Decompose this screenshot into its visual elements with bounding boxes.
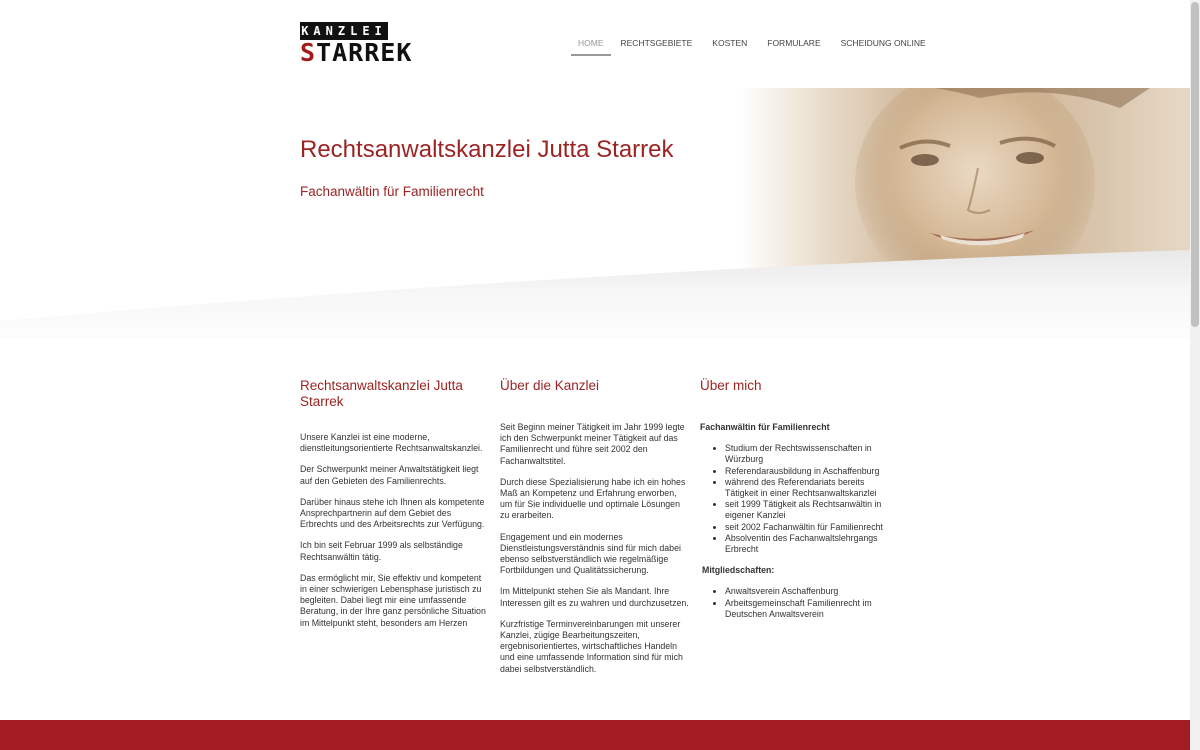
list-item: • Anwaltsverein Aschaffenburg [725,586,895,597]
nav-formulare[interactable]: FORMULARE [767,38,821,48]
hero-subtitle: Fachanwältin für Familienrecht [300,184,484,199]
logo-rest: TARREK [316,38,413,67]
column-ueber-mich-heading: Über mich [700,378,762,393]
logo-initial: S [300,38,317,67]
paragraph: Darüber hinaus stehe ich Ihnen als kompetente Ansprechpartnerin auf dem Gebiet des Erbrechts und des Arbeitsrechts zur Verfügung. [300,496,485,530]
paragraph: Das ermöglicht mir, Sie effektiv und kompetent in einer schwierigen Lebensphase juristisch zu begleiten. Dabei liegt mir eine umfassende Beratung, in der Ihre ganz persönliche Situation im Mittelpunkt steht, besonders am Herzen [300,572,486,628]
paragraph: Ich bin seit Februar 1999 als selbständige Rechtsanwältin tätig. [300,540,463,562]
paragraph: Der Schwerpunkt meiner Anwaltstätigkeit liegt auf den Gebieten des Familienrechts. [300,464,479,486]
career-list [700,443,895,555]
list-item: • während des Referendariats bereits Tätigkeit in einer Rechtsanwaltskanzlei [725,477,895,499]
memberships-list [700,586,895,620]
site-header [0,0,1190,88]
list-item: • Referendarausbildung in Aschaffenburg [725,466,895,477]
logo-top-text: KANZLEI [301,24,387,38]
scrollbar-thumb[interactable] [1191,2,1199,327]
hero-title: Rechtsanwaltskanzlei Jutta Starrek [300,136,674,163]
nav-home[interactable]: HOME [571,30,611,56]
paragraph: Engagement und ein modernes Dienstleistungsverständnis sind für mich dabei ebenso selbstverständlich wie regelmäßige Fortbildungen und Qualitätssicherung. [500,531,681,576]
column-kanzlei [300,378,490,639]
column-kanzlei-heading: Rechtsanwaltskanzlei Jutta Starrek [300,378,463,409]
column-ueber-kanzlei-heading: Über die Kanzlei [500,378,600,393]
hero-banner [0,88,1190,338]
list-item: • seit 2002 Fachanwältin für Familienrecht [725,522,895,533]
main-nav [571,30,936,56]
paragraph: Unsere Kanzlei ist eine moderne, dienstleitungsorientierte Rechtsanwaltskanzlei. [300,432,483,454]
paragraph: Durch diese Spezialisierung habe ich ein hohes Maß an Kompetenz und Erfahrung erworben, um für Sie individuelle und optimale Lösungen zu erarbeiten. [500,476,686,521]
column-ueber-kanzlei [500,378,690,685]
list-item: • seit 1999 Tätigkeit als Rechtsanwältin in eigener Kanzlei [725,499,895,521]
subheading-fachanwaeltin: Fachanwältin für Familienrecht [700,422,830,432]
nav-kosten[interactable]: KOSTEN [712,38,748,48]
list-item: • Studium der Rechtswissenschaften in Würzburg [725,443,895,465]
paragraph: Kurzfristige Terminvereinbarungen mit unserer Kanzlei, zügige Bearbeitungszeiten, ergebnisorientiertes, wirtschaftliches Handeln und eine umfassende Information sind für mich dabei selbstverständlich. [500,618,683,674]
paragraph: Seit Beginn meiner Tätigkeit im Jahr 1999 legte ich den Schwerpunkt meiner Tätigkeit auf das Familienrecht und führe seit 2002 den Fachanwaltstitel. [500,422,685,466]
logo-bottom-text [300,38,413,67]
footer-bar [0,720,1190,750]
list-item: • Absolventin des Fachanwaltslehrgangs Erbrecht [725,533,895,555]
memberships-heading: Mitgliedschaften: [702,565,775,576]
nav-rechtsgebiete[interactable]: RECHTSGEBIETE [620,38,693,48]
hero-wave-divider [0,238,1190,338]
list-item: • Arbeitsgemeinschaft Familienrecht im Deutschen Anwaltsverein [725,598,895,620]
paragraph: Im Mittelpunkt stehen Sie als Mandant. Ihre Interessen gilt es zu wahren und durchzusetzen. [500,586,689,608]
column-ueber-mich [700,378,895,630]
nav-scheidung-online[interactable]: SCHEIDUNG ONLINE [840,38,926,48]
kanzlei-starrek-logo[interactable] [300,22,413,68]
